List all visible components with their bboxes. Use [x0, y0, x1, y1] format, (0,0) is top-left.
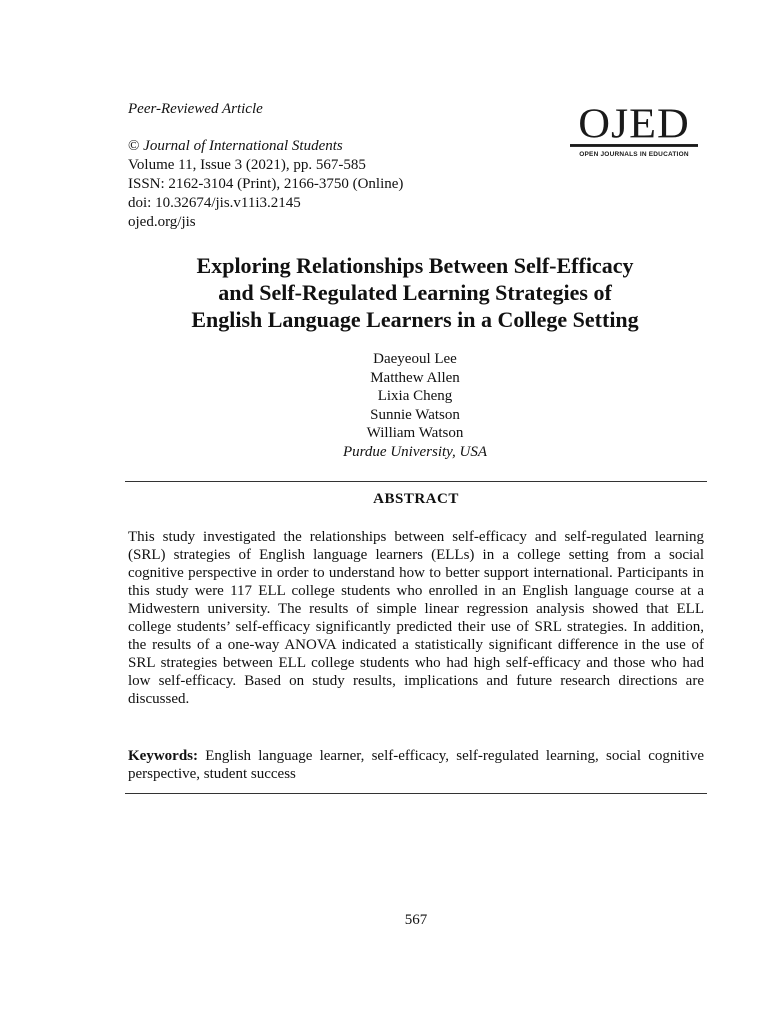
- volume-line: Volume 11, Issue 3 (2021), pp. 567-585: [128, 157, 366, 173]
- abstract-text: This study investigated the relationships between self-efficacy and self-regulated learning (SRL) strategies of English language learners (ELLs) in a college setting from a social cognitive perspective in order to understand how to better support international. Participants in this study were 117 ELL college students who enrolled in an English language course at a Midwestern university. The results of simple linear regression analysis showed that ELL college students’ self-efficacy significantly predicted their use of SRL strategies. In addition, the results of a one-way ANOVA indicated a statistically significant difference in the use of SRL strategies between ELL college students who had high self-efficacy and those who had low self-efficacy. Based on study results, implications and future research directions are discussed.: [128, 529, 704, 707]
- abstract-heading: ABSTRACT: [373, 491, 459, 507]
- keywords-label: Keywords:: [128, 748, 198, 764]
- title-line: Exploring Relationships Between Self-Efficacy: [196, 253, 634, 278]
- paper-title: [110, 252, 720, 333]
- author-name: Sunnie Watson: [370, 406, 460, 423]
- ojed-logo: [570, 100, 698, 158]
- journal-url: ojed.org/jis: [128, 214, 196, 230]
- article-type: Peer-Reviewed Article: [128, 101, 263, 117]
- title-line: and Self-Regulated Learning Strategies of: [218, 280, 612, 305]
- title-line: English Language Learners in a College Setting: [191, 307, 639, 332]
- article-metadata: [128, 100, 548, 232]
- author-name: Matthew Allen: [370, 369, 460, 386]
- issn-line: ISSN: 2162-3104 (Print), 2166-3750 (Online): [128, 176, 404, 192]
- divider-bottom: [125, 793, 707, 794]
- author-list: [234, 350, 596, 461]
- divider-top: [125, 481, 707, 482]
- copyright-symbol: ©: [128, 138, 140, 154]
- author-affiliation: Purdue University, USA: [342, 443, 487, 460]
- keywords-text: English language learner, self-efficacy, self-regulated learning, social cognitive perspective, student success: [128, 748, 705, 782]
- doi-line: doi: 10.32674/jis.v11i3.2145: [128, 195, 301, 211]
- logo-subtitle: OPEN JOURNALS IN EDUCATION: [579, 151, 689, 158]
- author-name: Lixia Cheng: [377, 388, 453, 404]
- logo-mark: OJED: [570, 105, 698, 147]
- keywords: [128, 747, 704, 783]
- page-number: 567: [404, 912, 428, 928]
- journal-line: [128, 137, 548, 156]
- author-name: Daeyeoul Lee: [373, 351, 457, 367]
- author-name: William Watson: [366, 425, 464, 441]
- journal-name: Journal of International Students: [143, 138, 343, 154]
